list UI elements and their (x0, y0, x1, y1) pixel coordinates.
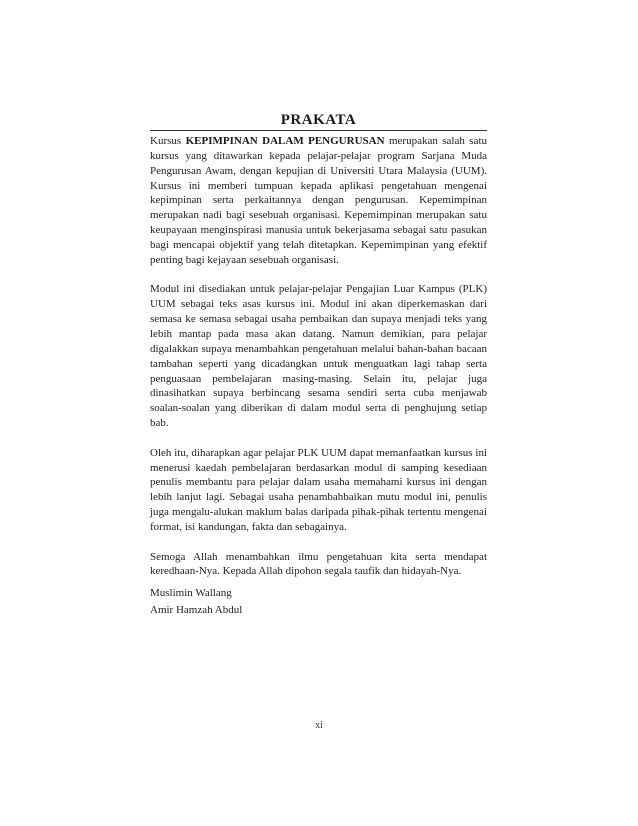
paragraph-1 (150, 134, 487, 268)
paragraph-4: Semoga Allah menambahkan ilmu pengetahuan kita serta mendapat keredhaan-Nya. Kepada Allah dipohon segala taufik dan hidayah-Nya. (150, 550, 487, 578)
course-name: KEPIMPINAN DALAM PENGURUSAN (185, 135, 385, 147)
page-number: xi (315, 720, 323, 731)
author-name: Amir Hamzah Abdul (150, 604, 243, 616)
page-title: PRAKATA (280, 112, 357, 128)
paragraph-2: Modul ini disediakan untuk pelajar-pelajar Pengajian Luar Kampus (PLK) UUM sebagai teks asas kursus ini. Modul ini akan diperkemaskan dari semasa ke semasa sebagai usaha pembaikan dan supaya menjadi teks yang lebih mantap pada masa akan datang. Namun demikian, para pelajar digalakkan supaya menambahkan pengetahuan melalui bahan-bahan bacaan tambahan seperti yang dicadangkan untuk menguatkan lagi tahap serta penguasaan pembelajaran masing-masing. Selain itu, pelajar juga dinasihatkan supaya berbincang sesama sendiri serta cuba menjawab soalan-soalan yang diberikan di dalam modul serta di penghujung setiap bab. (150, 283, 487, 430)
title-divider (150, 130, 487, 131)
paragraph-1-text: merupakan salah satu kursus yang ditawarkan kepada pelajar-pelajar program Sarjana Muda Pengurusan Awam, dengan kepujian di Universiti Utara Malaysia (UUM). Kursus ini memberi tumpuan kepada aplikasi pengetahuan mengenai kepimpinan serta perkaitannya dengan pengurusan. Kepemimpinan merupakan nadi bagi sesebuah organisasi. Kepemimpinan merupakan satu keupayaan menginspirasi manusia untuk bekerjasama sebagai satu pasukan bagi mencapai objektif yang telah ditetapkan. Kepemimpinan yang efektif penting bagi kejayaan sesebuah organisasi. (150, 135, 488, 266)
document-body (150, 134, 487, 594)
paragraph-3: Oleh itu, diharapkan agar pelajar PLK UUM dapat memanfaatkan kursus ini menerusi kaedah pembelajaran berdasarkan modul di samping kesediaan penulis membantu para pelajar dalam usaha memahami kursus ini dengan lebih lanjut lagi. Sebagai usaha penambahbaikan mutu modul ini, penulis juga mengalu-alukan maklum balas daripada pihak-pihak tertentu mengenai format, isi kandungan, fakta dan sebagainya. (150, 446, 487, 533)
author-name: Muslimin Wallang (150, 587, 232, 599)
paragraph-1-lead: Kursus (150, 135, 186, 147)
author-signatures (150, 585, 242, 619)
